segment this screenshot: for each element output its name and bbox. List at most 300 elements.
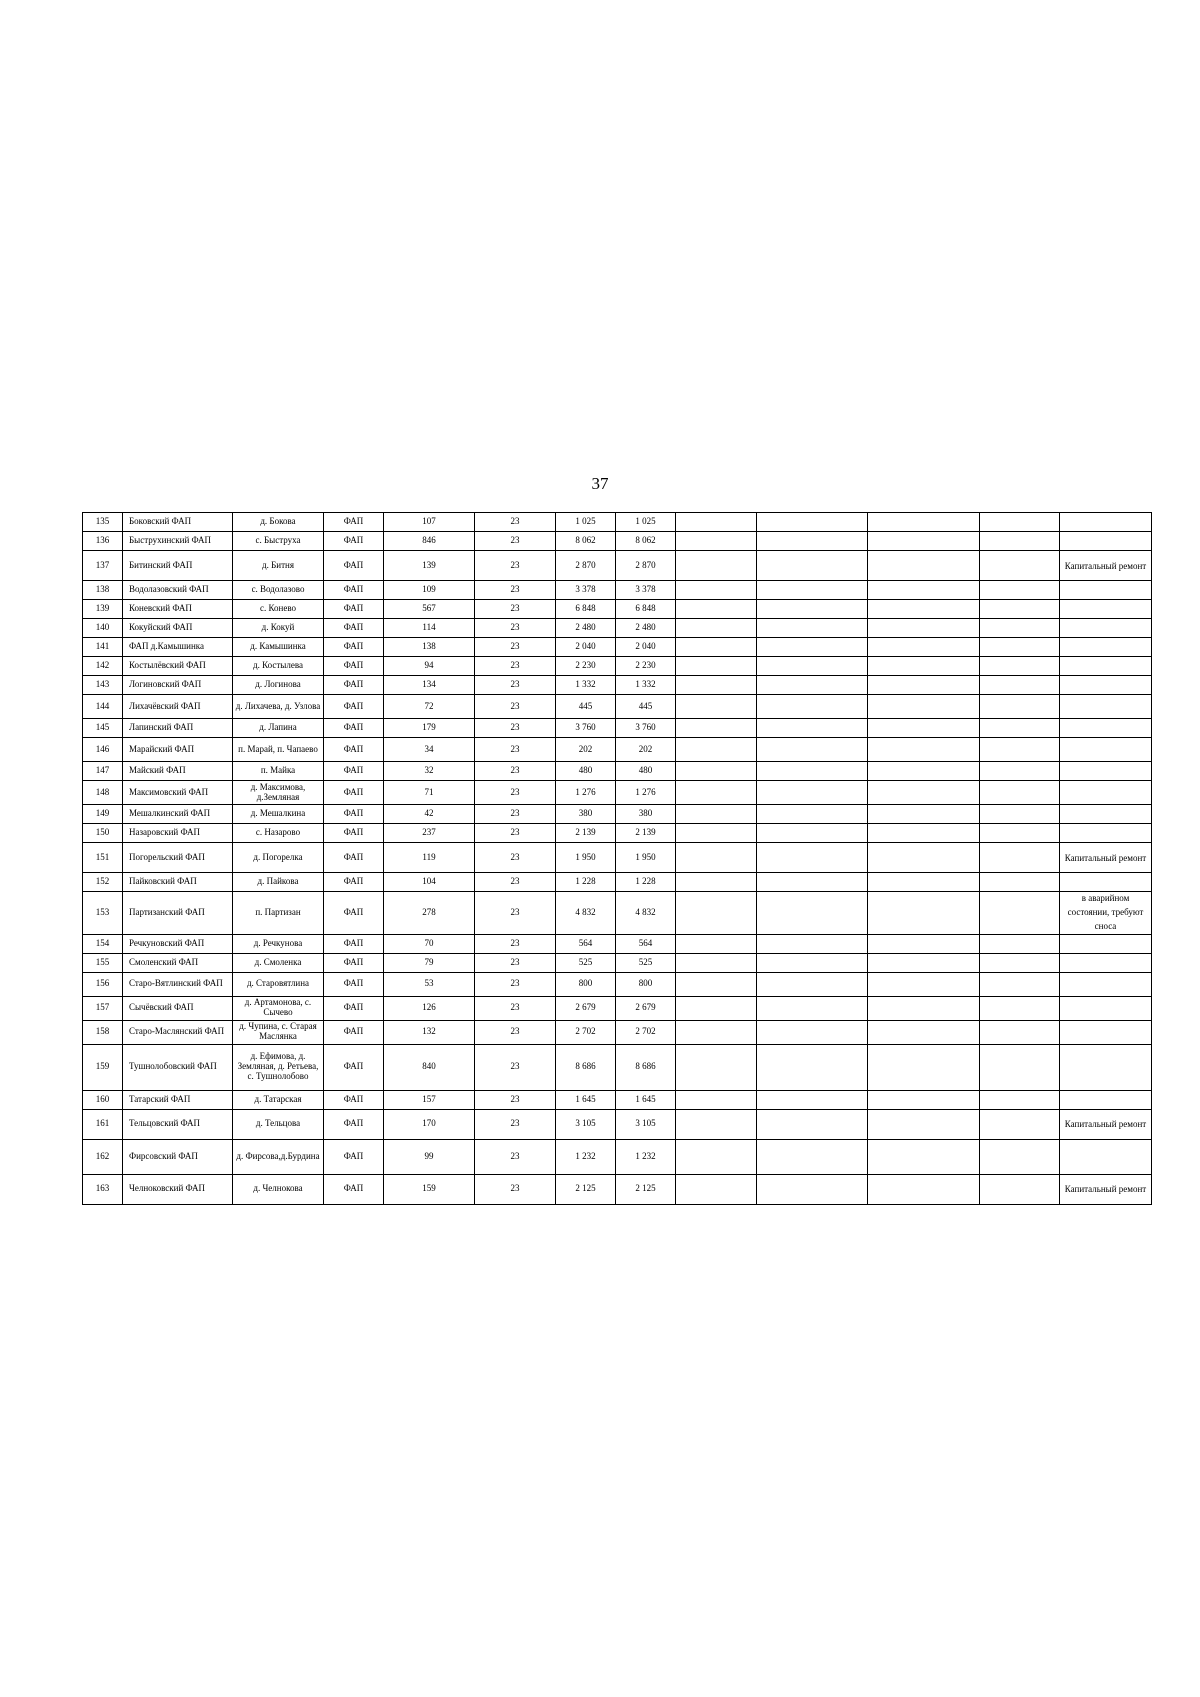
table-row <box>83 996 1152 1020</box>
empty-cell <box>676 843 757 873</box>
empty-cell <box>757 1139 868 1174</box>
population-cell: 42 <box>384 805 475 824</box>
empty-cell <box>676 781 757 805</box>
table-row <box>83 1020 1152 1044</box>
population-cell: 79 <box>384 953 475 972</box>
empty-cell <box>980 532 1060 551</box>
value-a-cell: 1 228 <box>556 873 616 892</box>
facility-type-cell: ФАП <box>324 738 384 762</box>
table-row <box>83 657 1152 676</box>
empty-cell <box>757 532 868 551</box>
count-cell: 23 <box>475 1109 556 1139</box>
note-cell <box>1060 934 1152 953</box>
empty-cell <box>676 1174 757 1204</box>
value-b-cell: 445 <box>616 695 676 719</box>
row-number-cell: 162 <box>83 1139 123 1174</box>
empty-cell <box>980 1020 1060 1044</box>
table-row <box>83 805 1152 824</box>
location-cell: д. Речкунова <box>233 934 324 953</box>
empty-cell <box>676 1139 757 1174</box>
facility-name-cell: Коневский ФАП <box>123 600 233 619</box>
facility-type-cell: ФАП <box>324 953 384 972</box>
location-cell: д. Логинова <box>233 676 324 695</box>
facility-type-cell: ФАП <box>324 1139 384 1174</box>
empty-cell <box>868 972 980 996</box>
value-a-cell: 2 230 <box>556 657 616 676</box>
facility-type-cell: ФАП <box>324 873 384 892</box>
facility-type-cell: ФАП <box>324 843 384 873</box>
facility-type-cell: ФАП <box>324 1109 384 1139</box>
empty-cell <box>980 762 1060 781</box>
value-b-cell: 480 <box>616 762 676 781</box>
facility-name-cell: Тельцовский ФАП <box>123 1109 233 1139</box>
empty-cell <box>868 619 980 638</box>
empty-cell <box>980 638 1060 657</box>
row-number-cell: 141 <box>83 638 123 657</box>
population-cell: 846 <box>384 532 475 551</box>
value-b-cell: 525 <box>616 953 676 972</box>
empty-cell <box>676 762 757 781</box>
count-cell: 23 <box>475 738 556 762</box>
note-cell <box>1060 1139 1152 1174</box>
empty-cell <box>868 1020 980 1044</box>
location-cell: д. Бокова <box>233 513 324 532</box>
population-cell: 567 <box>384 600 475 619</box>
location-cell: п. Майка <box>233 762 324 781</box>
empty-cell <box>757 762 868 781</box>
facility-type-cell: ФАП <box>324 1020 384 1044</box>
empty-cell <box>757 600 868 619</box>
population-cell: 840 <box>384 1044 475 1090</box>
note-cell <box>1060 781 1152 805</box>
count-cell: 23 <box>475 972 556 996</box>
empty-cell <box>676 1020 757 1044</box>
count-cell: 23 <box>475 1020 556 1044</box>
count-cell: 23 <box>475 953 556 972</box>
row-number-cell: 158 <box>83 1020 123 1044</box>
location-cell: д. Пайкова <box>233 873 324 892</box>
value-b-cell: 2 480 <box>616 619 676 638</box>
row-number-cell: 163 <box>83 1174 123 1204</box>
value-b-cell: 380 <box>616 805 676 824</box>
empty-cell <box>757 513 868 532</box>
empty-cell <box>980 513 1060 532</box>
location-cell: д. Челнокова <box>233 1174 324 1204</box>
note-cell <box>1060 676 1152 695</box>
empty-cell <box>757 1174 868 1204</box>
row-number-cell: 152 <box>83 873 123 892</box>
empty-cell <box>676 581 757 600</box>
empty-cell <box>868 892 980 935</box>
value-a-cell: 3 105 <box>556 1109 616 1139</box>
empty-cell <box>868 1174 980 1204</box>
empty-cell <box>757 719 868 738</box>
facility-type-cell: ФАП <box>324 676 384 695</box>
empty-cell <box>868 805 980 824</box>
facility-name-cell: ФАП д.Камышинка <box>123 638 233 657</box>
empty-cell <box>980 892 1060 935</box>
value-b-cell: 2 125 <box>616 1174 676 1204</box>
count-cell: 23 <box>475 676 556 695</box>
facility-type-cell: ФАП <box>324 551 384 581</box>
value-a-cell: 1 332 <box>556 676 616 695</box>
table-row <box>83 934 1152 953</box>
empty-cell <box>676 1090 757 1109</box>
note-cell <box>1060 695 1152 719</box>
facility-type-cell: ФАП <box>324 972 384 996</box>
location-cell: д. Старовятлина <box>233 972 324 996</box>
value-b-cell: 1 232 <box>616 1139 676 1174</box>
empty-cell <box>676 1044 757 1090</box>
count-cell: 23 <box>475 1174 556 1204</box>
empty-cell <box>676 996 757 1020</box>
location-cell: д. Лапина <box>233 719 324 738</box>
table-row <box>83 719 1152 738</box>
empty-cell <box>980 953 1060 972</box>
population-cell: 278 <box>384 892 475 935</box>
count-cell: 23 <box>475 600 556 619</box>
facility-type-cell: ФАП <box>324 805 384 824</box>
empty-cell <box>676 676 757 695</box>
note-cell <box>1060 581 1152 600</box>
population-cell: 94 <box>384 657 475 676</box>
empty-cell <box>980 873 1060 892</box>
table-row <box>83 873 1152 892</box>
note-cell <box>1060 513 1152 532</box>
count-cell: 23 <box>475 996 556 1020</box>
facilities-table <box>82 512 1152 1205</box>
population-cell: 157 <box>384 1090 475 1109</box>
value-a-cell: 445 <box>556 695 616 719</box>
location-cell: д. Ефимова, д. Земляная, д. Ретьева, с. Тушнолобово <box>233 1044 324 1090</box>
row-number-cell: 146 <box>83 738 123 762</box>
location-cell: д. Костылева <box>233 657 324 676</box>
count-cell: 23 <box>475 892 556 935</box>
count-cell: 23 <box>475 805 556 824</box>
location-cell: д. Тельцова <box>233 1109 324 1139</box>
location-cell: д. Камышинка <box>233 638 324 657</box>
note-cell <box>1060 762 1152 781</box>
empty-cell <box>980 1109 1060 1139</box>
note-cell <box>1060 953 1152 972</box>
count-cell: 23 <box>475 762 556 781</box>
location-cell: д. Лихачева, д. Узлова <box>233 695 324 719</box>
empty-cell <box>757 843 868 873</box>
empty-cell <box>676 805 757 824</box>
empty-cell <box>868 781 980 805</box>
value-a-cell: 1 276 <box>556 781 616 805</box>
empty-cell <box>757 972 868 996</box>
row-number-cell: 159 <box>83 1044 123 1090</box>
row-number-cell: 161 <box>83 1109 123 1139</box>
empty-cell <box>868 532 980 551</box>
note-cell <box>1060 532 1152 551</box>
empty-cell <box>676 1109 757 1139</box>
facility-name-cell: Костылёвский ФАП <box>123 657 233 676</box>
population-cell: 114 <box>384 619 475 638</box>
empty-cell <box>868 719 980 738</box>
empty-cell <box>980 695 1060 719</box>
empty-cell <box>676 824 757 843</box>
location-cell: д. Мешалкина <box>233 805 324 824</box>
facility-name-cell: Речкуновский ФАП <box>123 934 233 953</box>
facility-name-cell: Тушнолобовский ФАП <box>123 1044 233 1090</box>
empty-cell <box>757 638 868 657</box>
population-cell: 159 <box>384 1174 475 1204</box>
population-cell: 237 <box>384 824 475 843</box>
empty-cell <box>980 843 1060 873</box>
facility-name-cell: Партизанский ФАП <box>123 892 233 935</box>
value-a-cell: 564 <box>556 934 616 953</box>
table-row <box>83 892 1152 935</box>
population-cell: 72 <box>384 695 475 719</box>
population-cell: 71 <box>384 781 475 805</box>
count-cell: 23 <box>475 843 556 873</box>
value-b-cell: 2 870 <box>616 551 676 581</box>
empty-cell <box>868 513 980 532</box>
value-b-cell: 564 <box>616 934 676 953</box>
location-cell: с. Конево <box>233 600 324 619</box>
row-number-cell: 139 <box>83 600 123 619</box>
table-row <box>83 581 1152 600</box>
facility-name-cell: Лихачёвский ФАП <box>123 695 233 719</box>
value-a-cell: 2 702 <box>556 1020 616 1044</box>
row-number-cell: 157 <box>83 996 123 1020</box>
note-cell <box>1060 873 1152 892</box>
value-b-cell: 8 686 <box>616 1044 676 1090</box>
empty-cell <box>980 1090 1060 1109</box>
value-b-cell: 2 040 <box>616 638 676 657</box>
table-row <box>83 843 1152 873</box>
population-cell: 32 <box>384 762 475 781</box>
empty-cell <box>757 934 868 953</box>
count-cell: 23 <box>475 532 556 551</box>
facility-type-cell: ФАП <box>324 892 384 935</box>
facility-name-cell: Старо-Маслянский ФАП <box>123 1020 233 1044</box>
table-row <box>83 1090 1152 1109</box>
table-row <box>83 953 1152 972</box>
location-cell: д. Кокуй <box>233 619 324 638</box>
facility-name-cell: Старо-Вятлинский ФАП <box>123 972 233 996</box>
count-cell: 23 <box>475 873 556 892</box>
empty-cell <box>676 657 757 676</box>
count-cell: 23 <box>475 1090 556 1109</box>
count-cell: 23 <box>475 513 556 532</box>
facility-name-cell: Кокуйский ФАП <box>123 619 233 638</box>
facility-name-cell: Смоленский ФАП <box>123 953 233 972</box>
empty-cell <box>757 1090 868 1109</box>
population-cell: 126 <box>384 996 475 1020</box>
empty-cell <box>868 953 980 972</box>
row-number-cell: 151 <box>83 843 123 873</box>
empty-cell <box>980 738 1060 762</box>
population-cell: 134 <box>384 676 475 695</box>
value-a-cell: 380 <box>556 805 616 824</box>
empty-cell <box>868 676 980 695</box>
empty-cell <box>757 892 868 935</box>
value-a-cell: 2 040 <box>556 638 616 657</box>
value-b-cell: 800 <box>616 972 676 996</box>
page-number: 37 <box>591 474 609 493</box>
empty-cell <box>868 600 980 619</box>
note-cell <box>1060 1020 1152 1044</box>
facility-type-cell: ФАП <box>324 1044 384 1090</box>
population-cell: 170 <box>384 1109 475 1139</box>
value-b-cell: 2 139 <box>616 824 676 843</box>
empty-cell <box>757 953 868 972</box>
row-number-cell: 138 <box>83 581 123 600</box>
empty-cell <box>676 513 757 532</box>
location-cell: с. Водолазово <box>233 581 324 600</box>
count-cell: 23 <box>475 1139 556 1174</box>
location-cell: п. Марай, п. Чапаево <box>233 738 324 762</box>
facility-type-cell: ФАП <box>324 934 384 953</box>
value-b-cell: 4 832 <box>616 892 676 935</box>
empty-cell <box>757 676 868 695</box>
value-b-cell: 3 105 <box>616 1109 676 1139</box>
empty-cell <box>757 873 868 892</box>
population-cell: 132 <box>384 1020 475 1044</box>
count-cell: 23 <box>475 619 556 638</box>
population-cell: 179 <box>384 719 475 738</box>
population-cell: 138 <box>384 638 475 657</box>
note-cell: Капитальный ремонт <box>1060 1174 1152 1204</box>
value-b-cell: 1 228 <box>616 873 676 892</box>
empty-cell <box>676 532 757 551</box>
value-b-cell: 2 679 <box>616 996 676 1020</box>
empty-cell <box>868 657 980 676</box>
empty-cell <box>676 638 757 657</box>
population-cell: 119 <box>384 843 475 873</box>
population-cell: 139 <box>384 551 475 581</box>
location-cell: д. Фирсова,д.Бурдина <box>233 1139 324 1174</box>
facility-name-cell: Фирсовский ФАП <box>123 1139 233 1174</box>
empty-cell <box>868 1090 980 1109</box>
note-cell <box>1060 805 1152 824</box>
facility-name-cell: Назаровский ФАП <box>123 824 233 843</box>
facility-type-cell: ФАП <box>324 824 384 843</box>
empty-cell <box>676 738 757 762</box>
empty-cell <box>868 762 980 781</box>
facility-name-cell: Водолазовский ФАП <box>123 581 233 600</box>
value-a-cell: 1 950 <box>556 843 616 873</box>
note-cell: Капитальный ремонт <box>1060 551 1152 581</box>
value-a-cell: 8 686 <box>556 1044 616 1090</box>
value-a-cell: 1 025 <box>556 513 616 532</box>
table-row <box>83 738 1152 762</box>
row-number-cell: 155 <box>83 953 123 972</box>
empty-cell <box>868 695 980 719</box>
empty-cell <box>676 600 757 619</box>
facility-name-cell: Пайковский ФАП <box>123 873 233 892</box>
empty-cell <box>980 1174 1060 1204</box>
note-cell <box>1060 996 1152 1020</box>
table-row <box>83 762 1152 781</box>
count-cell: 23 <box>475 657 556 676</box>
note-cell <box>1060 1090 1152 1109</box>
value-b-cell: 1 025 <box>616 513 676 532</box>
facility-name-cell: Челноковский ФАП <box>123 1174 233 1204</box>
location-cell: д. Артамонова, с. Сычево <box>233 996 324 1020</box>
row-number-cell: 145 <box>83 719 123 738</box>
value-a-cell: 3 760 <box>556 719 616 738</box>
facility-name-cell: Боковский ФАП <box>123 513 233 532</box>
facility-type-cell: ФАП <box>324 719 384 738</box>
value-b-cell: 202 <box>616 738 676 762</box>
empty-cell <box>676 953 757 972</box>
row-number-cell: 160 <box>83 1090 123 1109</box>
population-cell: 99 <box>384 1139 475 1174</box>
value-b-cell: 2 702 <box>616 1020 676 1044</box>
value-a-cell: 2 679 <box>556 996 616 1020</box>
table-row <box>83 972 1152 996</box>
facility-name-cell: Битинский ФАП <box>123 551 233 581</box>
empty-cell <box>676 972 757 996</box>
facility-name-cell: Татарский ФАП <box>123 1090 233 1109</box>
facility-type-cell: ФАП <box>324 695 384 719</box>
note-cell <box>1060 619 1152 638</box>
count-cell: 23 <box>475 719 556 738</box>
empty-cell <box>868 581 980 600</box>
empty-cell <box>757 657 868 676</box>
empty-cell <box>980 581 1060 600</box>
facility-type-cell: ФАП <box>324 657 384 676</box>
empty-cell <box>757 824 868 843</box>
value-b-cell: 1 950 <box>616 843 676 873</box>
location-cell: д. Погорелка <box>233 843 324 873</box>
empty-cell <box>676 873 757 892</box>
facility-type-cell: ФАП <box>324 581 384 600</box>
value-a-cell: 2 139 <box>556 824 616 843</box>
row-number-cell: 154 <box>83 934 123 953</box>
empty-cell <box>980 972 1060 996</box>
value-b-cell: 3 760 <box>616 719 676 738</box>
empty-cell <box>757 805 868 824</box>
table-row <box>83 638 1152 657</box>
table-row <box>83 513 1152 532</box>
note-cell <box>1060 657 1152 676</box>
value-b-cell: 2 230 <box>616 657 676 676</box>
facility-name-cell: Логиновский ФАП <box>123 676 233 695</box>
count-cell: 23 <box>475 1044 556 1090</box>
empty-cell <box>980 781 1060 805</box>
empty-cell <box>757 551 868 581</box>
facility-type-cell: ФАП <box>324 781 384 805</box>
facility-name-cell: Максимовский ФАП <box>123 781 233 805</box>
population-cell: 104 <box>384 873 475 892</box>
row-number-cell: 144 <box>83 695 123 719</box>
population-cell: 70 <box>384 934 475 953</box>
note-cell <box>1060 638 1152 657</box>
value-a-cell: 4 832 <box>556 892 616 935</box>
row-number-cell: 142 <box>83 657 123 676</box>
table-row <box>83 1174 1152 1204</box>
empty-cell <box>757 738 868 762</box>
empty-cell <box>980 600 1060 619</box>
value-b-cell: 8 062 <box>616 532 676 551</box>
empty-cell <box>868 1139 980 1174</box>
empty-cell <box>980 996 1060 1020</box>
value-a-cell: 1 645 <box>556 1090 616 1109</box>
empty-cell <box>868 738 980 762</box>
row-number-cell: 143 <box>83 676 123 695</box>
value-a-cell: 8 062 <box>556 532 616 551</box>
note-cell: в аварийном состоянии, требуют сноса <box>1060 892 1152 935</box>
empty-cell <box>868 934 980 953</box>
empty-cell <box>676 619 757 638</box>
empty-cell <box>676 719 757 738</box>
empty-cell <box>868 843 980 873</box>
